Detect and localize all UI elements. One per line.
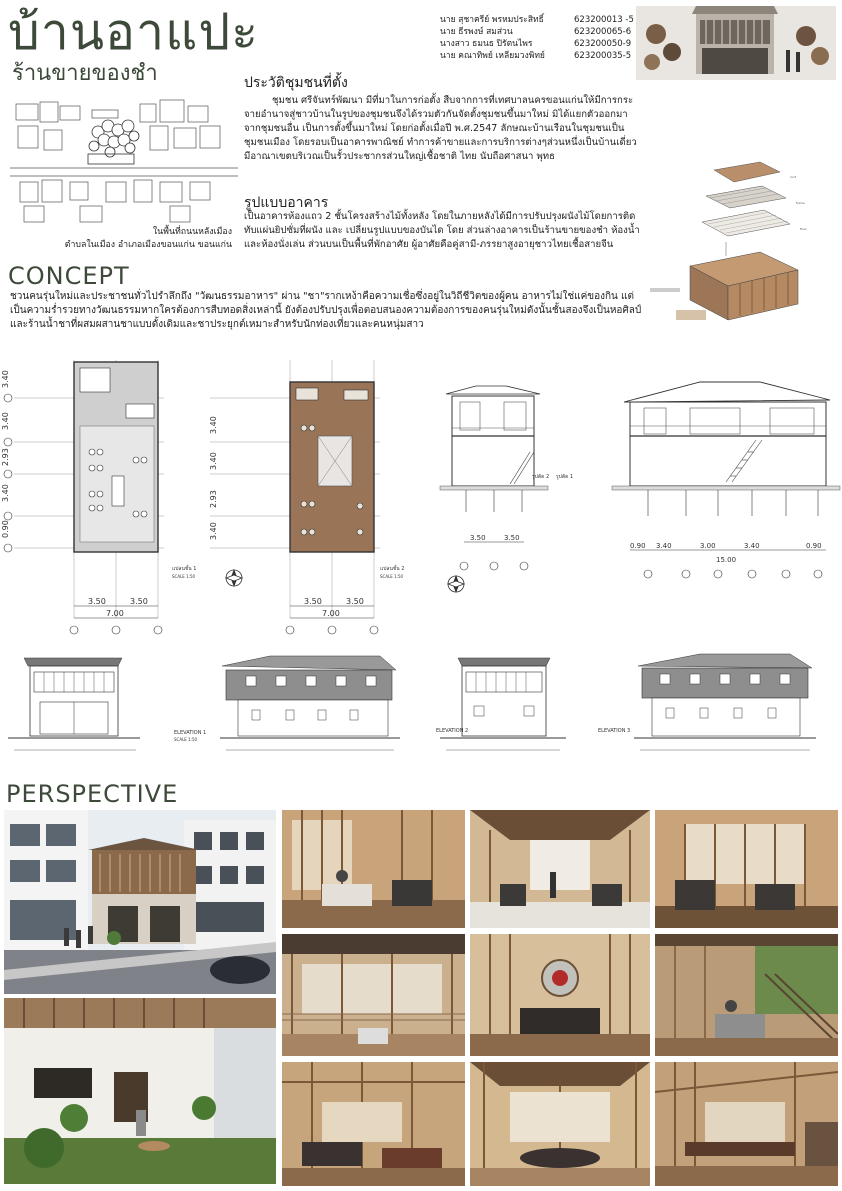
svg-text:roof: roof bbox=[790, 175, 796, 179]
svg-text:3.40: 3.40 bbox=[209, 452, 218, 470]
svg-text:15.00: 15.00 bbox=[716, 556, 737, 564]
member-id: 623200035-5 bbox=[574, 51, 632, 61]
svg-text:SCALE 1:50: SCALE 1:50 bbox=[172, 574, 196, 579]
page-subtitle: ร้านขายของชำ bbox=[12, 61, 158, 86]
svg-text:รูปตัด 1: รูปตัด 1 bbox=[556, 474, 574, 480]
exploded-axonometric bbox=[650, 160, 838, 336]
section-2 bbox=[440, 386, 549, 570]
render-courtyard bbox=[4, 998, 276, 1184]
map-caption-line: ในพื้นที่ถนนหลังเมือง bbox=[152, 227, 232, 237]
elevation-front bbox=[8, 658, 140, 750]
svg-text:2.93: 2.93 bbox=[1, 448, 10, 466]
perspective-heading: PERSPECTIVE bbox=[6, 780, 179, 808]
svg-text:3.50: 3.50 bbox=[130, 597, 148, 606]
svg-text:0.90: 0.90 bbox=[1, 520, 10, 538]
floor-plan-1 bbox=[1, 360, 242, 634]
render-interior-7 bbox=[282, 1062, 465, 1186]
render-interior-4 bbox=[282, 934, 465, 1056]
site-map bbox=[10, 86, 238, 226]
svg-text:7.00: 7.00 bbox=[106, 609, 124, 618]
elevation-rear bbox=[436, 658, 566, 750]
member-name: นาย ธีรพงษ์ สมส่วน bbox=[440, 27, 513, 37]
svg-text:3.40: 3.40 bbox=[744, 542, 760, 550]
member-id: 623200013 -5 bbox=[574, 15, 634, 25]
svg-text:3.50: 3.50 bbox=[304, 597, 322, 606]
member-id: 623200050-9 bbox=[574, 39, 632, 49]
render-interior-5 bbox=[470, 934, 650, 1056]
svg-text:frame: frame bbox=[796, 201, 805, 205]
page-title: บ้านอาแปะ bbox=[8, 3, 259, 61]
member-list bbox=[440, 14, 634, 62]
svg-text:3.00: 3.00 bbox=[700, 542, 716, 550]
drawings-plans-sections bbox=[0, 356, 842, 646]
member-name: นาย สุชาครีย์ พรหมประสิทธิ์ bbox=[440, 15, 544, 25]
member-row bbox=[440, 26, 634, 38]
svg-text:2.93: 2.93 bbox=[209, 490, 218, 508]
svg-text:0.90: 0.90 bbox=[806, 542, 822, 550]
render-interior-2 bbox=[470, 810, 650, 928]
history-text: ชุมชน ศรีจันทร์พัฒนา มีที่มาในการก่อตั้ง สืบจากการที่เทศบาลนครขอนแก่นให้มีการกระจายอำนาจสู่ชาวบ้านในรูปของชุมชนจึงได้รวมตัวกันจัดตั้งชุมชนขึ้นมาใหม่ มิได้แยกตัวออกมาจากชุมชนอื่น เป็นการตั้งขึ้นมาใหม่ โดยก่อตั้งเมื่อปี พ.ศ.2547 ลักษณะบ้านเรือนในชุมชนเป็นชุมชนเมือง โดยรอบเป็นอาคารพาณิชย์ ทำการค้าขายและการบริการต่างๆส่วนหนึ่งเป็นบ้านเดี่ยว มีอาณาเขตบริเวณเป็นรั้วประชากรส่วนใหญ่เชื้อชาติ ไทย นับถือศาสนา พุทธ bbox=[244, 95, 637, 162]
plan1-label: แปลนชั้น 1 bbox=[172, 566, 197, 572]
svg-text:รูปตัด 2: รูปตัด 2 bbox=[532, 474, 550, 480]
elevations-row bbox=[0, 650, 842, 764]
render-interior-6 bbox=[655, 934, 838, 1056]
member-id: 623200065-6 bbox=[574, 27, 632, 37]
elevation-label-2: ELEVATION 2 bbox=[436, 728, 469, 734]
render-exterior-street bbox=[4, 810, 276, 994]
render-interior-8 bbox=[470, 1062, 650, 1186]
svg-text:3.40: 3.40 bbox=[656, 542, 672, 550]
elevation-side-1 bbox=[174, 656, 400, 750]
svg-text:7.00: 7.00 bbox=[322, 609, 340, 618]
svg-text:3.40: 3.40 bbox=[209, 522, 218, 540]
member-row bbox=[440, 14, 634, 26]
history-heading: ประวัติชุมชนที่ตั้ง bbox=[244, 75, 348, 91]
member-row bbox=[440, 38, 634, 50]
render-interior-1 bbox=[282, 810, 465, 928]
svg-text:3.50: 3.50 bbox=[88, 597, 106, 606]
section-1 bbox=[556, 382, 840, 578]
svg-text:3.50: 3.50 bbox=[346, 597, 364, 606]
map-caption-line: ตำบลในเมือง อำเภอเมืองขอนแก่น ขอนแก่น bbox=[64, 240, 232, 250]
plan2-label: แปลนชั้น 2 bbox=[380, 566, 405, 572]
svg-text:3.50: 3.50 bbox=[470, 534, 486, 542]
elevation-scale: SCALE 1:50 bbox=[174, 737, 198, 742]
render-interior-3 bbox=[655, 810, 838, 928]
svg-text:3.40: 3.40 bbox=[209, 416, 218, 434]
elevation-side-2 bbox=[598, 654, 816, 750]
render-interior-9 bbox=[655, 1062, 838, 1186]
concept-heading: CONCEPT bbox=[8, 262, 130, 290]
member-row bbox=[440, 50, 634, 62]
member-name: นาย คณาทิพย์ เหลียมวงพิทย์ bbox=[440, 51, 545, 61]
floor-plan-2 bbox=[209, 360, 464, 634]
elevation-label-1: ELEVATION 1 bbox=[174, 730, 207, 736]
svg-text:3.40: 3.40 bbox=[1, 412, 10, 430]
building-heading: รูปแบบอาคาร bbox=[244, 195, 329, 211]
svg-text:3.50: 3.50 bbox=[504, 534, 520, 542]
svg-text:SCALE 1:50: SCALE 1:50 bbox=[380, 574, 404, 579]
svg-text:floor: floor bbox=[800, 227, 807, 231]
map-caption bbox=[60, 226, 232, 252]
storefront-photo bbox=[636, 6, 836, 80]
building-text: เป็นอาคารห้องแถว 2 ชั้นโครงสร้างไม้ทั้งหลัง โดยในภายหลังได้มีการปรับปรุงผนังไม้โดยการติดทับแผ่นยิปซั่มที่ผนัง และ เปลี่ยนรูปแบบของบันได โดย ส่วนล่างอาคารเป็นร้านขายของชำ ห้องน้ำ และห้องนั่งเล่น ส่วนบนเป็นพื้นที่พักอาศัย ผู้อาศัยคือคู่สามี-ภรรยาสูงอายุชาวไทยเชื้อสายจีน bbox=[244, 211, 640, 250]
concept-text: ชวนคนรุ่นใหม่และประชาชนทั่วไปรำลึกถึง "วัฒนธรรมอาหาร" ผ่าน "ชา"รากเหง้าคือความเชื่อซึ่งอยู่ในวิถีชีวิตของผู้คน อาหารไม่ใช่แค่ของกิน แต่เป็นความร่ำรวยทางวัฒนธรรมหากใครต้องการสืบทอดสิ่งเหล่านี้ ยังต้องปรับปรุงเพื่อตอบสนองความต้องการของคนรุ่นใหม่ดังนั้นชั้นสองจึงเป็นหอศิลป์และร้านน้ำชาที่ผสมผสานชาแบบดั้งเดิมและชาประยุกต์เหมาะสำหรับนักท่องเที่ยวและคนหนุ่มสาว bbox=[10, 291, 642, 330]
svg-text:3.40: 3.40 bbox=[1, 484, 10, 502]
member-name: นางสาว ธมนธ ปิรัตนไพร bbox=[440, 39, 533, 49]
svg-text:3.40: 3.40 bbox=[1, 370, 10, 388]
svg-text:0.90: 0.90 bbox=[630, 542, 646, 550]
elevation-label-3: ELEVATION 3 bbox=[598, 728, 631, 734]
